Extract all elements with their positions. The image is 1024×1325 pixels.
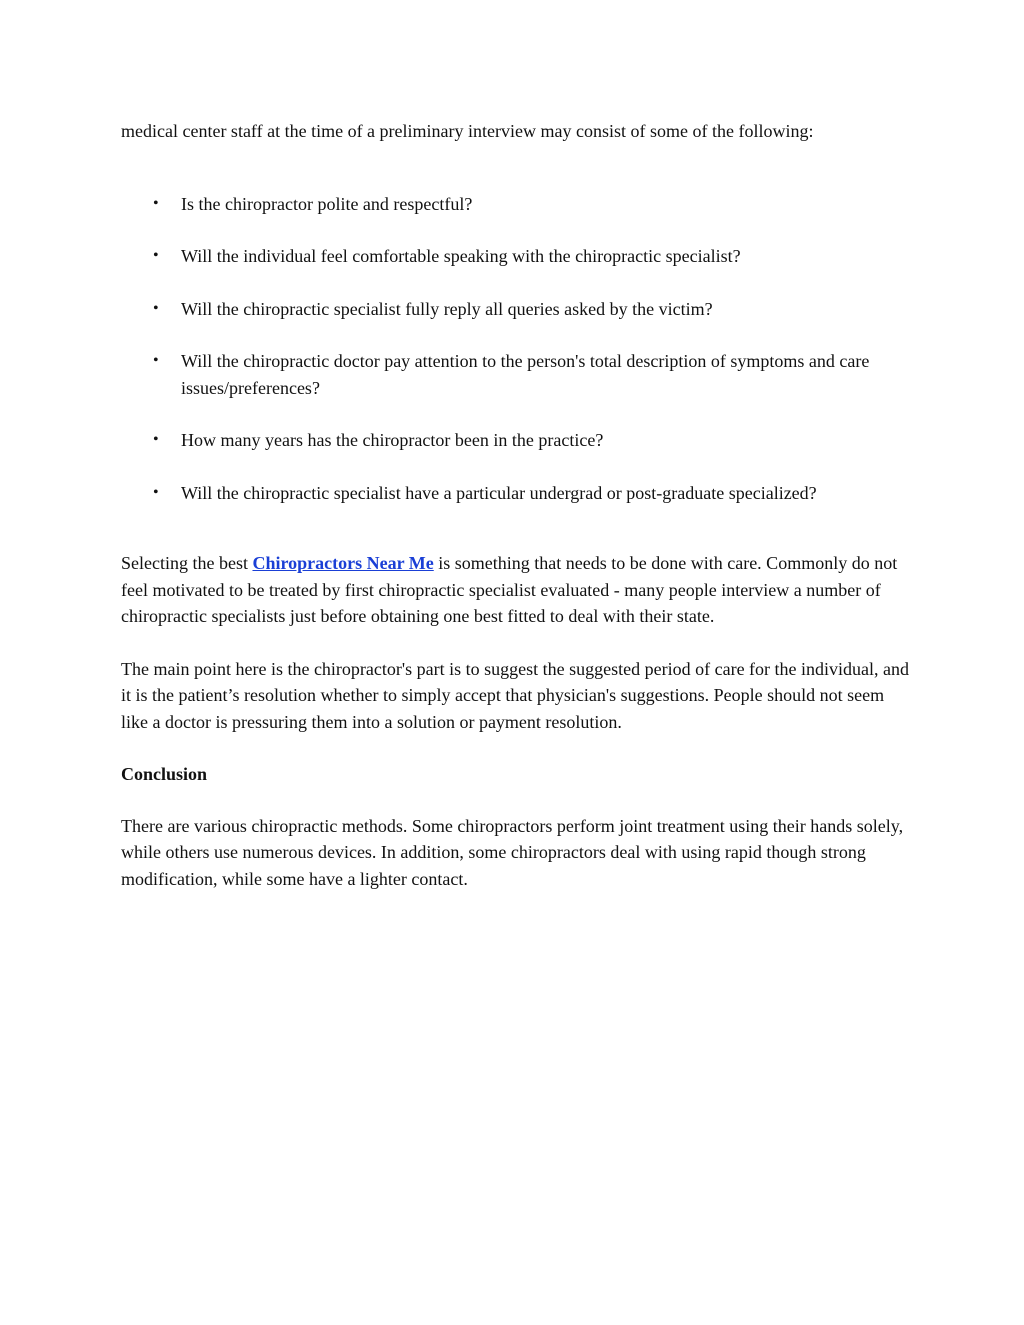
bullet-icon: • (153, 352, 159, 369)
main-point-paragraph: The main point here is the chiropractor's part is to suggest the suggested period of care for the individual, and it is the patient’s resolution whether to simply accept that physician's suggestions. People should not seem like a doctor is pressuring them into a solution or payment resolution. (121, 658, 910, 732)
list-item-text: Will the chiropractic specialist fully reply all queries asked by the victim? (181, 298, 713, 319)
conclusion-heading: Conclusion (121, 764, 208, 784)
intro-paragraph: medical center staff at the time of a preliminary interview may consist of some of the following: (121, 121, 814, 141)
document-page (121, 118, 911, 918)
bullet-icon: • (153, 431, 159, 448)
list-item (121, 296, 911, 323)
list-item-text: Will the individual feel comfortable speaking with the chiropractic specialist? (181, 246, 741, 266)
chiropractors-near-me-link[interactable]: Chiropractors Near Me (252, 553, 434, 573)
list-item-text: Is the chiropractor polite and respectful? (181, 193, 473, 214)
selection-paragraph (121, 550, 911, 630)
question-list (121, 191, 911, 507)
bullet-icon: • (153, 247, 159, 264)
list-item (121, 191, 911, 218)
bullet-icon: • (153, 299, 159, 317)
list-item (121, 348, 911, 401)
list-item-text: Will the chiropractic specialist have a particular undergrad or post-graduate specialized? (181, 482, 817, 503)
selection-text-end: is something that needs to be done with care. Commonly do not feel motivated to be treated by first chiropractic specialist evaluated - many people interview a number of chiropractic specialists just before obtaining one best fitted to deal with their state. (121, 553, 898, 626)
list-item-text: How many years has the chiropractor been in the practice? (181, 430, 604, 450)
conclusion-paragraph: There are various chiropractic methods. Some chiropractors perform joint treatment using their hands solely, while others use numerous devices. In addition, some chiropractors deal with using rapid though strong modification, while some have a lighter contact. (121, 815, 904, 889)
bullet-icon: • (153, 483, 159, 501)
list-item-text: Will the chiropractic doctor pay attention to the person's total description of symptoms and care issues/preferences? (181, 351, 870, 398)
selection-text-start: Selecting the best (121, 553, 253, 573)
list-item (121, 427, 911, 454)
list-item (121, 243, 911, 270)
list-item (121, 480, 911, 507)
bullet-icon: • (153, 194, 159, 212)
